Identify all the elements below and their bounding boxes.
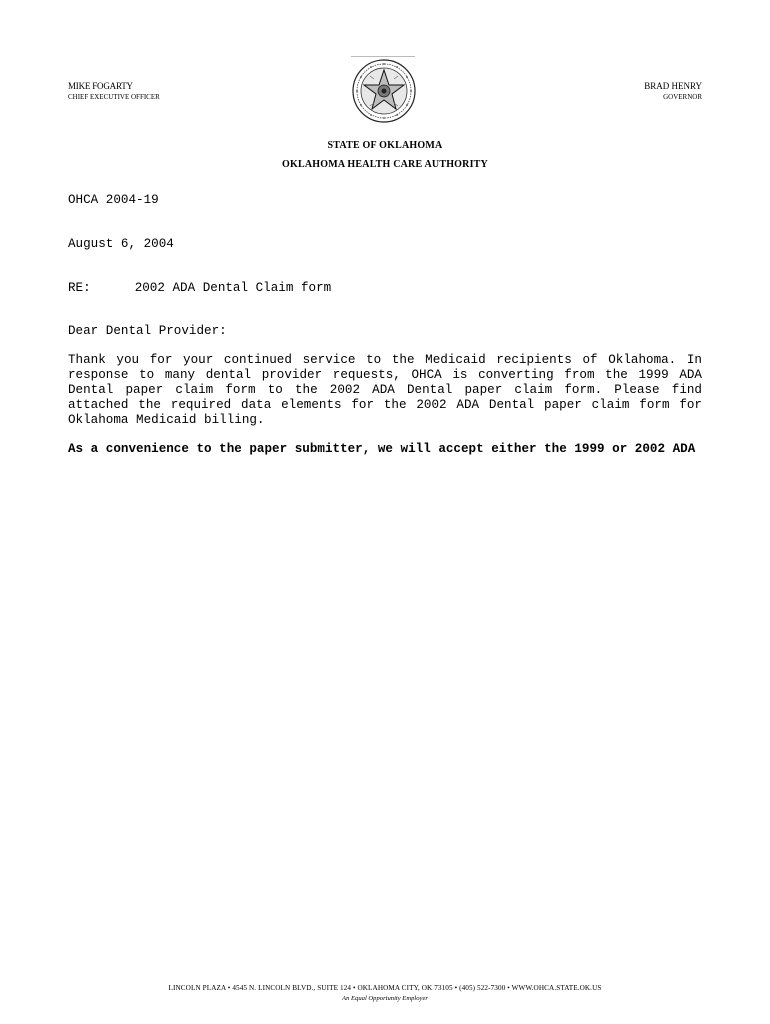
paragraph-line: response to many dental provider requests, OHCA is converting from the 1999 ADA: [68, 368, 702, 382]
subject-label: RE:: [68, 281, 91, 295]
body-paragraph: [68, 353, 702, 428]
governor-title: GOVERNOR: [663, 93, 702, 101]
chief-executive-block: [68, 81, 160, 103]
paragraph-line: Oklahoma Medicaid billing.: [68, 413, 265, 427]
state-seal-icon: [352, 59, 416, 123]
paragraph-line: Dental paper claim form to the 2002 ADA Dental paper claim form. Please find: [68, 383, 702, 397]
subject-text: 2002 ADA Dental Claim form: [134, 281, 332, 295]
paragraph-line: attached the required data elements for the 2002 ADA Dental paper claim form for: [68, 398, 702, 412]
agency-heading: OKLAHOMA HEALTH CARE AUTHORITY: [282, 159, 488, 170]
subject-line: [68, 281, 702, 296]
letter-reference: OHCA 2004-19: [68, 193, 159, 207]
bold-notice: As a convenience to the paper submitter, we will accept either the 1999 or 2002 ADA: [68, 442, 696, 456]
footer-address: LINCOLN PLAZA • 4545 N. LINCOLN BLVD., SUITE 124 • OKLAHOMA CITY, OK 73105 • (405) 522-7300 • WWW.OHCA.STATE.OK.US: [168, 984, 602, 992]
governor-block: [644, 81, 702, 103]
governor-name: BRAD HENRY: [644, 81, 702, 91]
letter-date: August 6, 2004: [68, 237, 174, 251]
footer-tagline: An Equal Opportunity Employer: [342, 995, 428, 1002]
seal-rule: [351, 56, 415, 57]
paragraph-line: Thank you for your continued service to the Medicaid recipients of Oklahoma. In: [68, 353, 702, 367]
state-heading: STATE OF OKLAHOMA: [327, 140, 443, 151]
salutation: Dear Dental Provider:: [68, 324, 227, 338]
chief-executive-name: MIKE FOGARTY: [68, 81, 133, 91]
chief-executive-title: CHIEF EXECUTIVE OFFICER: [68, 93, 160, 101]
